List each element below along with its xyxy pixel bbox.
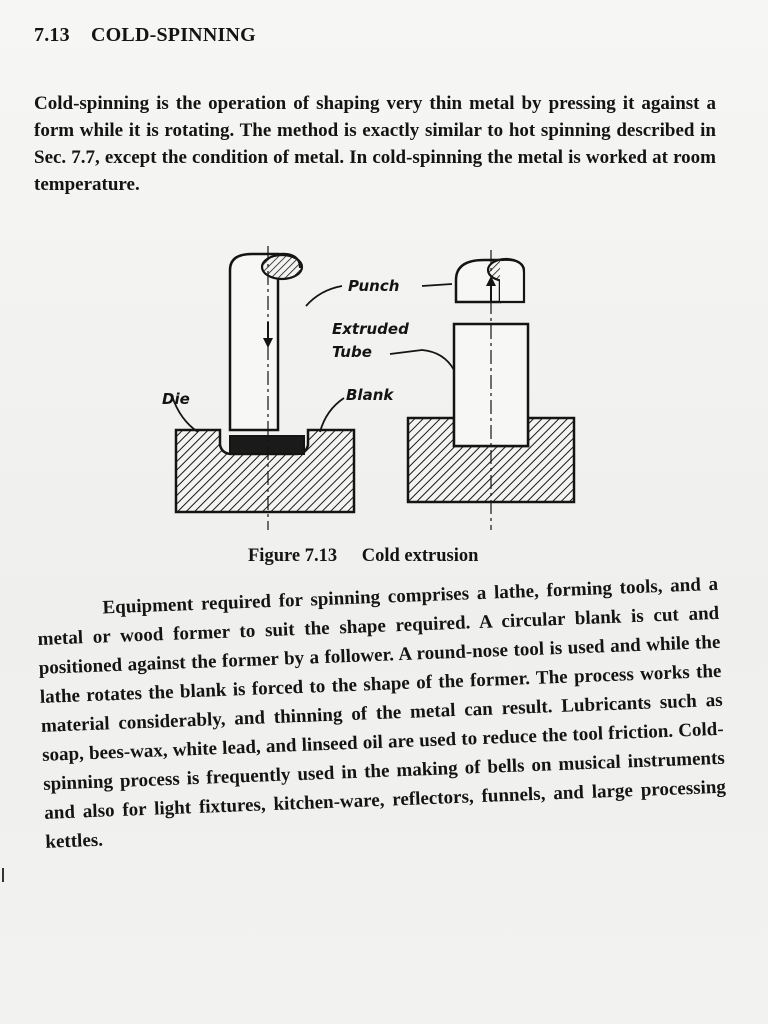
section-number: 7.13: [34, 24, 70, 46]
label-extruded: Extruded: [332, 320, 409, 338]
paragraph-indent: [37, 613, 103, 616]
figure-caption: [248, 546, 478, 567]
label-blank: Blank: [346, 386, 394, 404]
label-tube: Tube: [332, 343, 372, 361]
figure-number: Figure 7.13: [248, 546, 338, 566]
blank-slug: [230, 436, 304, 454]
figure-diagram: [160, 240, 590, 540]
figure-title: Cold extrusion: [361, 546, 479, 566]
section-title: COLD-SPINNING: [91, 24, 256, 46]
body-paragraph: [36, 570, 728, 857]
body-paragraph-text: Equipment required for spinning comprises a lathe, forming tools, and a metal or wood former to suit the shape required. A circular blank is cut and positioned against the former by a follower. A round-nose tool is used and while the lathe rotates the blank is forced to the shape of the former. The process works the material considerably, and thinning of the metal can result. Lubricants such as soap, bees-wax, white lead, and linseed oil are used to reduce the tool friction. Cold-spinning process is frequently used in the making of bells on musical instruments and also for light fixtures, kitchen-ware, reflectors, funnels, and large processing kettles.: [37, 573, 727, 853]
label-die: Die: [162, 390, 190, 408]
intro-paragraph: Cold-spinning is the operation of shaping very thin metal by pressing it against a form while it is rotating. The method is exactly similar to hot spinning described in Sec. 7.7, except the condition of metal. In cold-spinning the metal is worked at room temperature.: [34, 93, 716, 195]
section-heading: [34, 24, 256, 47]
label-punch: Punch: [348, 277, 400, 295]
cold-extrusion-figure: [160, 240, 590, 540]
margin-mark: [2, 868, 4, 882]
